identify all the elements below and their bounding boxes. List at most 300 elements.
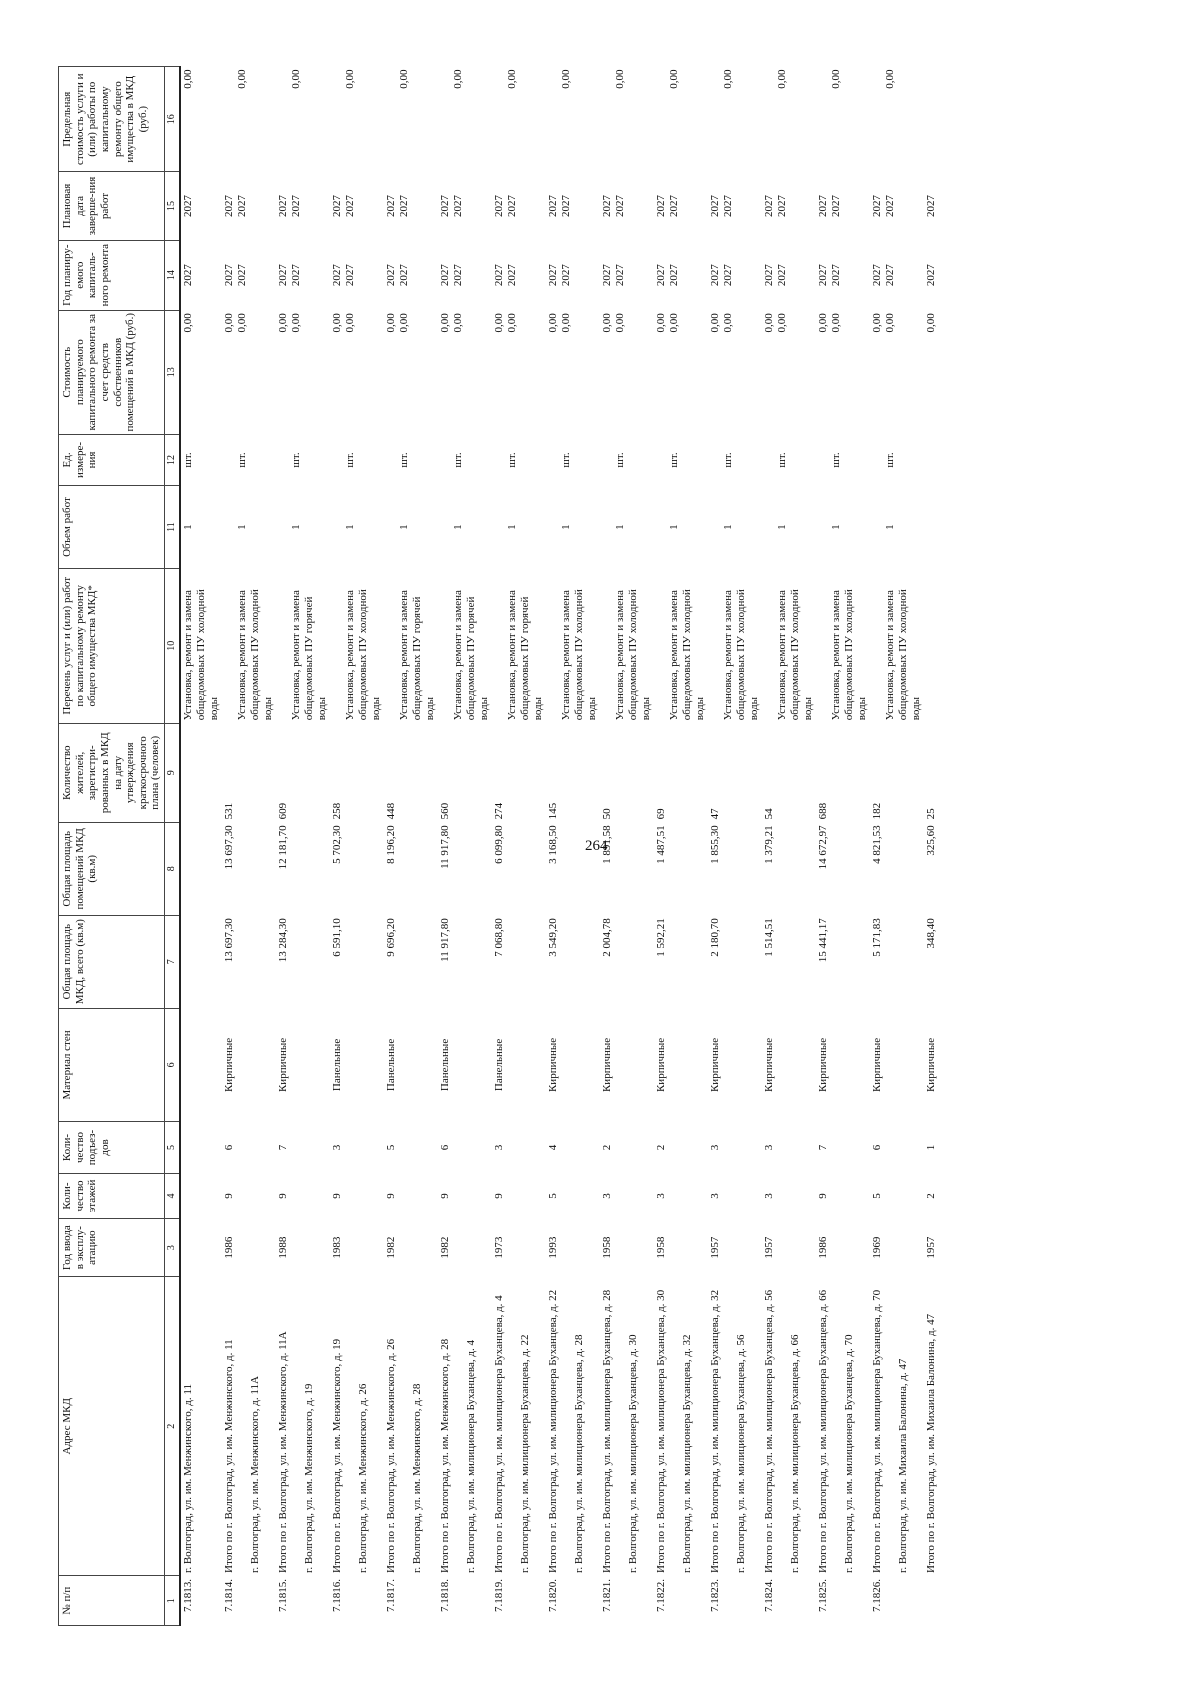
entrances: 2 — [601, 1144, 614, 1151]
address-cell — [438, 1277, 492, 1576]
year: 1982 — [385, 1236, 398, 1259]
cost: 0,00 — [182, 313, 195, 333]
material: Кирпичные — [547, 1037, 560, 1093]
table-row — [222, 67, 276, 1626]
address-cell — [330, 1277, 384, 1576]
plan-year-cell — [600, 240, 654, 310]
plan-year: 2027 — [398, 264, 411, 287]
limit-cost: 0,00 — [668, 69, 681, 89]
unit-cell — [654, 434, 708, 486]
column-number: 11 — [165, 486, 181, 569]
plan-year: 2027 — [344, 264, 357, 287]
entrances: 2 — [655, 1144, 668, 1151]
residents: 182 — [871, 802, 884, 820]
end-date: 2027 — [344, 195, 357, 217]
table-row — [276, 67, 330, 1626]
work-description: Установка, ремонт и замена общедомовых ПУ холодной воды — [344, 589, 383, 721]
end-date: 2027 — [668, 195, 681, 217]
work-description: Установка, ремонт и замена общедомовых ПУ горячей воды — [398, 590, 437, 721]
unit-cell — [180, 434, 222, 486]
floors-cell — [222, 1173, 276, 1218]
residents: 258 — [331, 802, 344, 820]
year-cell — [762, 1219, 816, 1277]
year: 1958 — [601, 1236, 614, 1259]
area-total: 3 549,20 — [547, 918, 560, 957]
area-premises: 11 917,80 — [439, 825, 452, 869]
year: 1957 — [763, 1236, 776, 1259]
year: 1969 — [871, 1236, 884, 1259]
capital-repair-table — [58, 66, 939, 1626]
cost-total: 0,00 — [547, 313, 560, 333]
residents: 688 — [817, 802, 830, 820]
address: г. Волгоград, ул. им. Менжинского, д. 11А — [249, 1376, 262, 1573]
floors: 9 — [439, 1193, 452, 1199]
area-total: 2 004,78 — [601, 918, 614, 957]
area-total-cell — [438, 915, 492, 1008]
end-date-cell — [546, 172, 600, 240]
plan-year-cell — [492, 240, 546, 310]
entrances: 7 — [817, 1144, 830, 1151]
column-header: Ед. измере-ния — [59, 434, 165, 486]
work-description: Установка, ремонт и замена общедомовых ПУ холодной воды — [236, 589, 275, 721]
table-header-row — [59, 67, 165, 1626]
material-cell — [438, 1008, 492, 1122]
volume-cell — [180, 486, 222, 569]
unit-cell — [762, 434, 816, 486]
entrances: 5 — [385, 1144, 398, 1151]
area-premises-cell — [276, 822, 330, 915]
area-premises: 14 672,97 — [817, 825, 830, 870]
year: 1988 — [277, 1236, 290, 1259]
volume: 1 — [398, 524, 411, 530]
volume-cell — [816, 486, 870, 569]
residents-cell — [708, 723, 762, 822]
volume-cell — [654, 486, 708, 569]
column-number: 5 — [165, 1122, 181, 1174]
column-header: Стоимость планируемого капитального ремонта за счет средств собственников помещений в МКД (руб.) — [59, 310, 165, 434]
work-cell — [384, 568, 438, 723]
entrances-cell: 1 — [925, 1144, 938, 1151]
unit: шт. — [776, 452, 789, 468]
column-number: 1 — [165, 1576, 181, 1626]
year-cell — [222, 1219, 276, 1277]
work-description: Установка, ремонт и замена общедомовых ПУ холодной воды — [776, 589, 815, 721]
end-date: 2027 — [560, 195, 573, 217]
residents: 448 — [385, 802, 398, 820]
area-premises: 3 168,50 — [547, 825, 560, 864]
area-total: 1 592,21 — [655, 918, 668, 957]
volume: 1 — [722, 524, 735, 530]
rotated-table-sheet — [58, 66, 1200, 1626]
limit-cost-cell — [180, 67, 222, 172]
unit: шт. — [884, 452, 897, 468]
end-date-cell — [870, 172, 924, 240]
work-cell — [924, 568, 939, 723]
column-number: 9 — [165, 723, 181, 822]
limit-cost-cell — [762, 67, 816, 172]
end-date: 2027 — [884, 195, 897, 217]
area-total-cell — [654, 915, 708, 1008]
entrances: 7 — [277, 1144, 290, 1151]
limit-cost: 0,00 — [560, 69, 573, 89]
residents: 145 — [547, 802, 560, 820]
address: г. Волгоград, ул. им. Менжинского, д. 19 — [303, 1383, 316, 1573]
end-date-total: 2027 — [709, 195, 722, 217]
volume-cell — [600, 486, 654, 569]
column-header: № п/п — [59, 1576, 165, 1626]
unit-cell — [924, 434, 939, 486]
area-total-cell — [870, 915, 924, 1008]
limit-cost: 0,00 — [344, 69, 357, 89]
unit-cell — [222, 434, 276, 486]
entrances-cell — [708, 1122, 762, 1174]
total-label: Итого по г. Волгоград, ул. им. милиционера Буханцева, д. 22 — [547, 1289, 560, 1573]
address: г. Волгоград, ул. им. милиционера Буханцева, д. 66 — [789, 1334, 802, 1573]
residents: 531 — [223, 802, 236, 820]
unit-cell — [816, 434, 870, 486]
material-cell — [276, 1008, 330, 1122]
area-total: 15 441,17 — [817, 918, 830, 963]
column-number-row — [165, 67, 181, 1626]
cost: 0,00 — [722, 313, 735, 333]
row-number: 7.1821. — [601, 1578, 614, 1612]
work-cell — [816, 568, 870, 723]
limit-cost-cell — [492, 67, 546, 172]
entrances: 6 — [871, 1144, 884, 1151]
work-cell — [762, 568, 816, 723]
row-number: 7.1826. — [871, 1578, 884, 1612]
floors: 9 — [223, 1193, 236, 1199]
floors-cell — [492, 1173, 546, 1218]
plan-year-cell — [762, 240, 816, 310]
year: 1973 — [493, 1236, 506, 1259]
entrances-cell — [546, 1122, 600, 1174]
year: 1982 — [439, 1236, 452, 1259]
cost-total: 0,00 — [493, 313, 506, 333]
column-number: 16 — [165, 67, 181, 172]
row-number: 7.1818. — [439, 1578, 452, 1612]
area-total: 9 696,20 — [385, 918, 398, 957]
column-number: 13 — [165, 310, 181, 434]
residents-cell — [222, 723, 276, 822]
plan-year-cell — [330, 240, 384, 310]
limit-cost-cell — [330, 67, 384, 172]
material: Панельные — [385, 1038, 398, 1092]
column-number: 3 — [165, 1219, 181, 1277]
work-description: Установка, ремонт и замена общедомовых ПУ холодной воды — [668, 589, 707, 721]
year: 1983 — [331, 1236, 344, 1259]
volume: 1 — [560, 524, 573, 530]
plan-year-cell — [276, 240, 330, 310]
plan-year-total: 2027 — [817, 264, 830, 287]
plan-year: 2027 — [290, 264, 303, 287]
residents-cell — [330, 723, 384, 822]
column-number: 15 — [165, 172, 181, 240]
entrances-cell — [762, 1122, 816, 1174]
volume: 1 — [776, 524, 789, 530]
floors-cell — [762, 1173, 816, 1218]
cost-total: 0,00 — [871, 313, 884, 333]
area-total: 13 697,30 — [223, 918, 236, 963]
cost-cell — [708, 310, 762, 434]
column-number: 4 — [165, 1173, 181, 1218]
work-cell — [654, 568, 708, 723]
end-date-total: 2027 — [439, 195, 452, 217]
work-description: Установка, ремонт и замена общедомовых ПУ холодной воды — [722, 589, 761, 721]
plan-year-cell — [438, 240, 492, 310]
material-cell — [816, 1008, 870, 1122]
address-cell — [762, 1277, 816, 1576]
table-row — [600, 67, 654, 1626]
residents-cell — [816, 723, 870, 822]
area-premises-cell — [600, 822, 654, 915]
end-date: 2027 — [236, 195, 249, 217]
work-cell — [600, 568, 654, 723]
material-cell — [708, 1008, 762, 1122]
area-total-cell: 348,40 — [925, 918, 938, 949]
area-total-cell — [816, 915, 870, 1008]
cost-cell — [816, 310, 870, 434]
end-date-cell — [816, 172, 870, 240]
end-date: 2027 — [614, 195, 627, 217]
volume-cell — [438, 486, 492, 569]
residents-cell — [600, 723, 654, 822]
limit-cost-cell — [438, 67, 492, 172]
table-row — [762, 67, 816, 1626]
volume: 1 — [506, 524, 519, 530]
work-cell — [222, 568, 276, 723]
address: г. Волгоград, ул. им. Менжинского, д. 28 — [411, 1383, 424, 1573]
total-label: Итого по г. Волгоград, ул. им. милиционера Буханцева, д. 70 — [871, 1289, 884, 1573]
cost-cell — [276, 310, 330, 434]
volume: 1 — [614, 524, 627, 530]
address-cell — [600, 1277, 654, 1576]
material-cell — [546, 1008, 600, 1122]
row-number: 7.1817. — [385, 1578, 398, 1612]
volume: 1 — [344, 524, 357, 530]
work-cell — [546, 568, 600, 723]
material: Панельные — [439, 1038, 452, 1092]
plan-year: 2027 — [884, 264, 897, 287]
area-premises-cell: 325,60 — [925, 825, 938, 856]
unit: шт. — [506, 452, 519, 468]
cost: 0,00 — [452, 313, 465, 333]
cost-cell — [762, 310, 816, 434]
area-total-cell — [330, 915, 384, 1008]
total-label: Итого по г. Волгоград, ул. им. Менжинского, д. 26 — [385, 1338, 398, 1573]
end-date: 2027 — [830, 195, 843, 217]
floors: 9 — [331, 1193, 344, 1199]
residents: 609 — [277, 802, 290, 820]
year-cell — [276, 1219, 330, 1277]
cost-total: 0,00 — [709, 313, 722, 333]
column-header: Перечень услуг и (или) работ по капитальному ремонту общего имущества МКД* — [59, 568, 165, 723]
material: Панельные — [331, 1038, 344, 1092]
unit-cell — [438, 434, 492, 486]
year-cell — [816, 1219, 870, 1277]
end-date: 2027 — [452, 195, 465, 217]
area-total-cell — [762, 915, 816, 1008]
cost: 0,00 — [290, 313, 303, 333]
volume-cell — [276, 486, 330, 569]
material-cell — [870, 1008, 924, 1122]
column-header: Материал стен — [59, 1008, 165, 1122]
floors: 9 — [277, 1193, 290, 1199]
column-header: Адрес МКД — [59, 1277, 165, 1576]
plan-year: 2027 — [236, 264, 249, 287]
volume-cell — [924, 486, 939, 569]
limit-cost-cell — [546, 67, 600, 172]
total-label: Итого по г. Волгоград, ул. им. Менжинского, д. 11 — [223, 1339, 236, 1573]
area-total: 5 171,83 — [871, 918, 884, 957]
floors-cell — [180, 1173, 222, 1218]
total-label: Итого по г. Волгоград, ул. им. Менжинского, д. 28 — [439, 1338, 452, 1573]
column-number: 10 — [165, 568, 181, 723]
row-number: 7.1820. — [547, 1578, 560, 1612]
limit-cost-cell — [600, 67, 654, 172]
material: Кирпичные — [223, 1037, 236, 1093]
column-header: Объем работ — [59, 486, 165, 569]
cost-cell — [222, 310, 276, 434]
volume-cell — [330, 486, 384, 569]
table-row — [438, 67, 492, 1626]
area-premises-cell — [870, 822, 924, 915]
address: г. Волгоград, ул. им. милиционера Буханцева, д. 70 — [843, 1334, 856, 1573]
end-date-total: 2027 — [655, 195, 668, 217]
cost-cell — [438, 310, 492, 434]
material: Панельные — [493, 1038, 506, 1092]
column-header: Год планиру-емого капиталь-ного ремонта — [59, 240, 165, 310]
total-label: Итого по г. Волгоград, ул. им. Менжинского, д. 19 — [331, 1338, 344, 1573]
limit-cost: 0,00 — [776, 69, 789, 89]
material-cell: Кирпичные — [925, 1037, 938, 1093]
volume: 1 — [236, 524, 249, 530]
plan-year-total: 2027 — [871, 264, 884, 287]
entrances-cell — [330, 1122, 384, 1174]
year: 1993 — [547, 1236, 560, 1259]
plan-year: 2027 — [614, 264, 627, 287]
cost-total: 0,00 — [817, 313, 830, 333]
end-date: 2027 — [182, 195, 195, 217]
cost-total: 0,00 — [277, 313, 290, 333]
row-number: 7.1819. — [493, 1578, 506, 1612]
plan-year-cell — [384, 240, 438, 310]
table-body — [180, 67, 939, 1626]
material: Кирпичные — [817, 1037, 830, 1093]
plan-year-total: 2027 — [439, 264, 452, 287]
limit-cost-cell — [924, 67, 939, 172]
floors: 3 — [601, 1193, 614, 1199]
area-premises: 5 702,30 — [331, 825, 344, 864]
volume: 1 — [452, 524, 465, 530]
total-label: Итого по г. Волгоград, ул. им. Менжинского, д. 11А — [277, 1331, 290, 1573]
year-cell — [330, 1219, 384, 1277]
row-number: 7.1813. — [182, 1578, 195, 1612]
area-total-cell — [276, 915, 330, 1008]
row-number: 7.1822. — [655, 1578, 668, 1612]
work-cell — [276, 568, 330, 723]
area-total: 1 514,51 — [763, 918, 776, 957]
cost: 0,00 — [560, 313, 573, 333]
unit: шт. — [452, 452, 465, 468]
table-row — [492, 67, 546, 1626]
year: 1958 — [655, 1236, 668, 1259]
plan-year-total: 2027 — [331, 264, 344, 287]
limit-cost: 0,00 — [614, 69, 627, 89]
work-description: Установка, ремонт и замена общедомовых ПУ горячей воды — [452, 590, 491, 721]
volume-cell — [708, 486, 762, 569]
unit: шт. — [398, 452, 411, 468]
entrances-cell — [600, 1122, 654, 1174]
entrances-cell — [654, 1122, 708, 1174]
row-number: 7.1816. — [331, 1578, 344, 1612]
entrances-cell — [492, 1122, 546, 1174]
area-premises-cell — [330, 822, 384, 915]
end-date-total: 2027 — [493, 195, 506, 217]
address: г. Волгоград, ул. им. милиционера Буханцева, д. 56 — [735, 1334, 748, 1573]
floors: 9 — [385, 1193, 398, 1199]
area-premises-cell — [654, 822, 708, 915]
year-cell — [870, 1219, 924, 1277]
total-label: Итого по г. Волгоград, ул. им. милиционера Буханцева, д. 4 — [493, 1295, 506, 1573]
floors-cell — [654, 1173, 708, 1218]
floors-cell — [276, 1173, 330, 1218]
limit-cost-cell — [276, 67, 330, 172]
floors-cell — [600, 1173, 654, 1218]
cost-cell — [654, 310, 708, 434]
floors: 3 — [655, 1193, 668, 1199]
work-description: Установка, ремонт и замена общедомовых ПУ холодной воды — [182, 589, 221, 721]
cost-cell — [180, 310, 222, 434]
entrances: 3 — [709, 1144, 722, 1151]
end-date-cell — [654, 172, 708, 240]
entrances-cell — [870, 1122, 924, 1174]
material-cell — [600, 1008, 654, 1122]
cost-total: 0,00 — [655, 313, 668, 333]
area-premises-cell — [762, 822, 816, 915]
address-cell — [546, 1277, 600, 1576]
cost-total: 0,00 — [601, 313, 614, 333]
total-label: Итого по г. Волгоград, ул. им. милиционера Буханцева, д. 32 — [709, 1289, 722, 1573]
entrances: 3 — [331, 1144, 344, 1151]
column-header: Предельная стоимость услуги и (или) работы по капитальному ремонту общего имущества в МКД (руб.) — [59, 67, 165, 172]
year-cell — [438, 1219, 492, 1277]
column-header: Коли-чество этажей — [59, 1173, 165, 1218]
plan-year-total: 2027 — [493, 264, 506, 287]
year-cell — [492, 1219, 546, 1277]
entrances-cell — [384, 1122, 438, 1174]
area-premises: 4 821,53 — [871, 825, 884, 864]
volume-cell — [492, 486, 546, 569]
residents-cell — [180, 723, 222, 822]
area-premises-cell — [492, 822, 546, 915]
floors-cell — [816, 1173, 870, 1218]
cost: 0,00 — [236, 313, 249, 333]
limit-cost-cell — [222, 67, 276, 172]
address-cell — [222, 1277, 276, 1576]
plan-year: 2027 — [776, 264, 789, 287]
volume-cell — [762, 486, 816, 569]
column-header: Коли-чество подъез-дов — [59, 1122, 165, 1174]
end-date-cell: 2027 — [925, 195, 938, 217]
column-number: 2 — [165, 1277, 181, 1576]
end-date-total: 2027 — [817, 195, 830, 217]
table-row — [330, 67, 384, 1626]
floors-cell — [384, 1173, 438, 1218]
floors: 9 — [817, 1193, 830, 1199]
work-cell — [438, 568, 492, 723]
residents-cell: 25 — [925, 808, 938, 820]
